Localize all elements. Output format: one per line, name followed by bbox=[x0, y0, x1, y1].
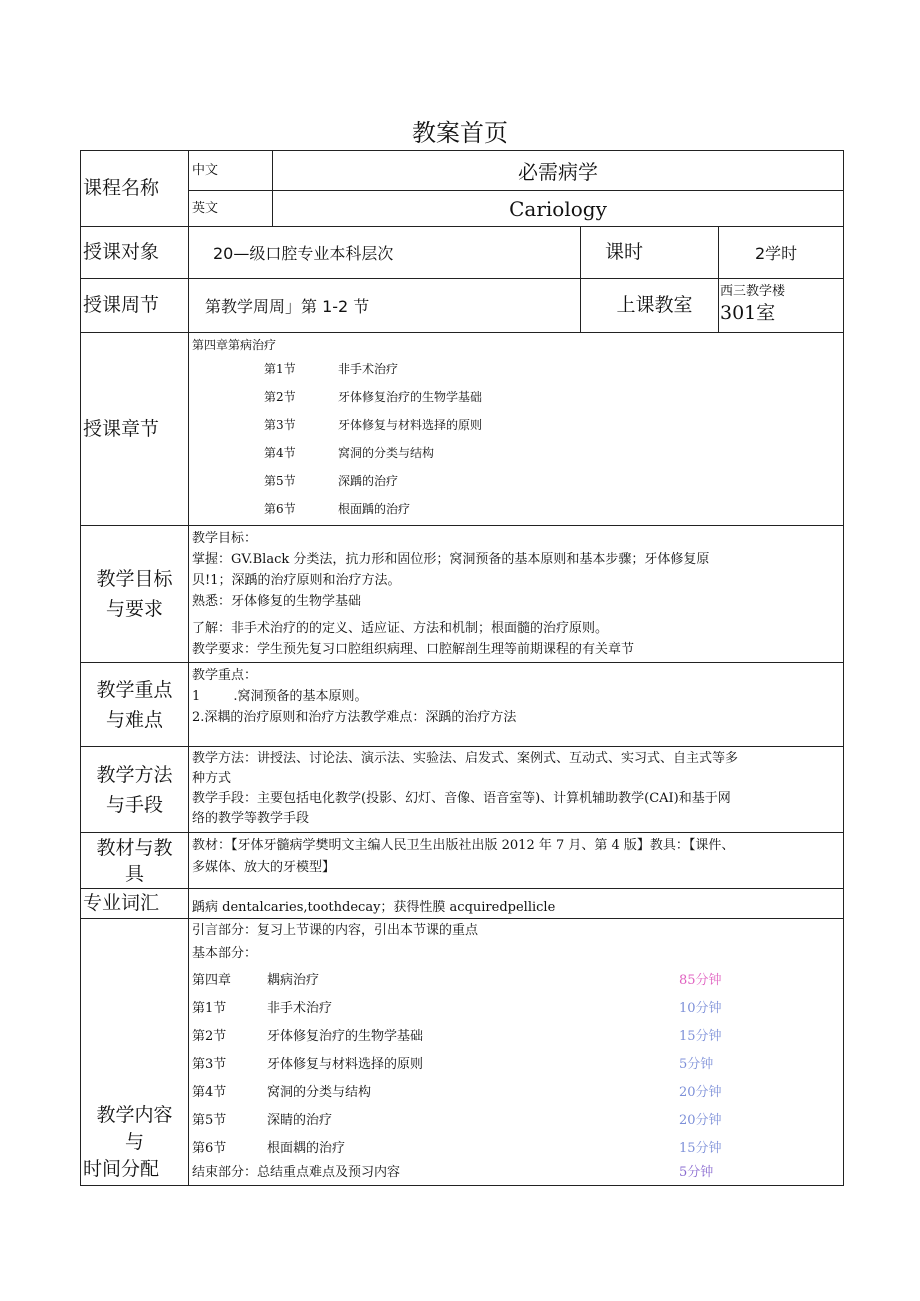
week-value: 第教学周周」第 1-2 节 bbox=[189, 279, 581, 333]
content-row: 第2节 牙体修复治疗的生物学基础 15分钟 bbox=[192, 1029, 722, 1044]
week-label: 授课周节 bbox=[81, 279, 189, 333]
course-cn-value: 必需病学 bbox=[273, 151, 844, 191]
hours-value: 2学时 bbox=[719, 227, 844, 279]
methods-line: 络的教学等教学手段 bbox=[192, 811, 310, 826]
chapters-heading: 第四章第病治疗 bbox=[192, 338, 277, 352]
audience-value: 20—级口腔专业本科层次 bbox=[189, 227, 581, 279]
chapter-item: 第5节 深踽的治疗 bbox=[264, 474, 399, 488]
keypoints-line: 1 .窝洞预备的基本原则。 bbox=[192, 689, 368, 704]
keypoints-label-1: 教学重点 bbox=[96, 678, 173, 701]
chapter-item: 第2节 牙体修复治疗的生物学基础 bbox=[264, 390, 483, 404]
course-en-label: 英文 bbox=[189, 191, 273, 227]
goals-label-2: 与要求 bbox=[105, 598, 163, 620]
chapter-item: 第4节 窝洞的分类与结构 bbox=[264, 446, 435, 460]
goals-line: 教学目标： bbox=[192, 531, 258, 546]
course-en-value: Cariology bbox=[273, 191, 844, 227]
methods-line: 种方式 bbox=[192, 771, 232, 786]
page-title: 教案首页 bbox=[412, 119, 508, 147]
content-label-3: 时间分配 bbox=[83, 1158, 160, 1180]
methods-label-2: 与手段 bbox=[105, 793, 163, 816]
chapter-list bbox=[192, 355, 840, 523]
materials-label-1: 教材与教 bbox=[96, 836, 173, 859]
goals-line: 贝!1；深踽的治疗原则和治疗方法。 bbox=[192, 573, 401, 588]
chapter-item: 第6节 根面踽的治疗 bbox=[264, 502, 411, 516]
room-number: 301室 bbox=[720, 302, 776, 324]
vocab-label: 专业词汇 bbox=[81, 889, 189, 919]
content-basic: 基本部分： bbox=[192, 946, 258, 961]
methods-line: 教学手段：主要包括电化教学(投影、幻灯、音像、语音室等)、计算机辅助教学(CAI)和基于网 bbox=[192, 791, 731, 806]
content-row: 第四章 耦病治疗 85分钟 bbox=[192, 973, 722, 988]
keypoints-line: 教学重点： bbox=[192, 668, 258, 683]
content-row: 第4节 窝洞的分类与结构 20分钟 bbox=[192, 1085, 722, 1100]
keypoints-line: 2.深耦的治疗原则和治疗方法教学难点：深踽的治疗方法 bbox=[192, 710, 517, 725]
content-label-2: 与 bbox=[124, 1131, 144, 1153]
room-label: 上课教室 bbox=[581, 279, 719, 333]
chapter-item: 第1节 非手术治疗 bbox=[264, 362, 399, 376]
content-row: 第3节 牙体修复与材料选择的原则 5分钟 bbox=[192, 1057, 714, 1072]
content-end-row: 结束部分：总结重点难点及预习内容 5分钟 bbox=[192, 1165, 714, 1180]
course-name-label: 课程名称 bbox=[81, 151, 189, 227]
content-row: 第1节 非手术治疗 10分钟 bbox=[192, 1001, 722, 1016]
audience-label: 授课对象 bbox=[81, 227, 189, 279]
content-row: 第5节 深睛的治疗 20分钟 bbox=[192, 1113, 722, 1128]
materials-label-2: 具 bbox=[124, 862, 144, 885]
keypoints-label-2: 与难点 bbox=[105, 708, 163, 731]
content-label-1: 教学内容 bbox=[96, 1104, 173, 1126]
hours-label: 课时 bbox=[581, 227, 719, 279]
vocab-value: 踽病 dentalcaries,toothdecay；获得性膜 acquiredpellicle bbox=[189, 889, 844, 919]
goals-line: 掌握：GV.Black 分类法，抗力形和固位形；窝洞预备的基本原则和基本步骤；牙体修复原 bbox=[192, 552, 710, 567]
methods-line: 教学方法：讲授法、讨论法、演示法、实验法、启发式、案例式、互动式、实习式、自主式等多 bbox=[192, 751, 739, 766]
chapters-label: 授课章节 bbox=[81, 333, 189, 526]
goals-line: 熟悉：牙体修复的生物学基础 bbox=[192, 594, 362, 609]
materials-line: 多媒体、放大的牙模型】 bbox=[192, 860, 336, 875]
lesson-plan-table bbox=[80, 150, 844, 1186]
content-intro: 引言部分：复习上节课的内容，引出本节课的重点 bbox=[192, 923, 479, 938]
goals-label-1: 教学目标 bbox=[96, 568, 173, 590]
materials-line: 教材：【牙体牙髓病学樊明文主编人民卫生出版社出版 2012 年 7 月、第 4 版】教具：【课件、 bbox=[192, 838, 735, 853]
chapter-item: 第3节 牙体修复与材料选择的原则 bbox=[264, 418, 483, 432]
goals-line: 了解：非手术治疗的的定义、适应证、方法和机制；根面髓的治疗原则。 bbox=[192, 621, 609, 636]
methods-label-1: 教学方法 bbox=[96, 763, 173, 786]
content-row: 第6节 根面耦的治疗 15分钟 bbox=[192, 1141, 722, 1156]
course-cn-label: 中文 bbox=[189, 151, 273, 191]
room-building: 西三教学楼 bbox=[720, 284, 786, 299]
goals-line: 教学要求：学生预先复习口腔组织病理、口腔解剖生理等前期课程的有关章节 bbox=[192, 642, 635, 657]
